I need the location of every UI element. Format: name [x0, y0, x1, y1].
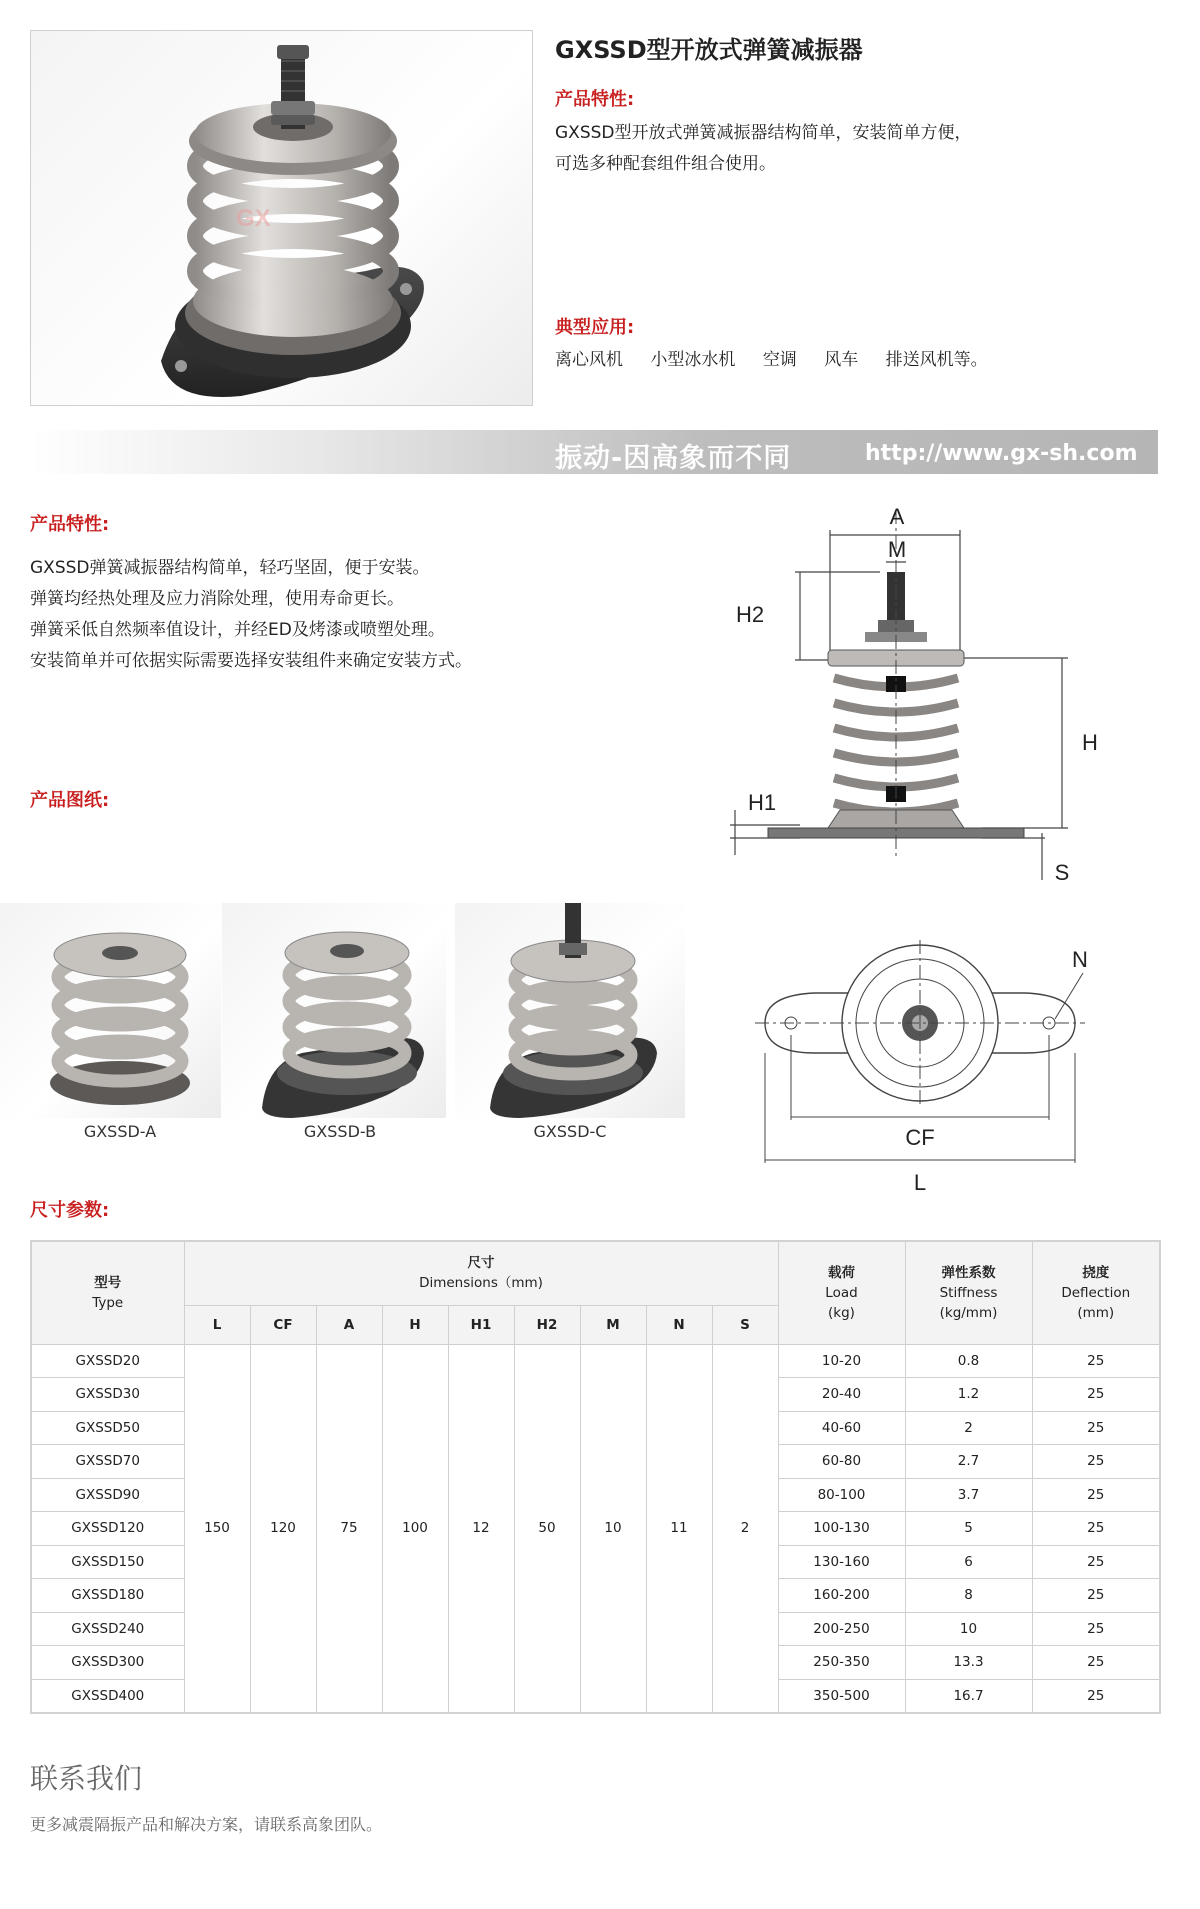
cell-deflection: 25	[1032, 1545, 1160, 1579]
features-heading: 产品特性:	[555, 89, 635, 110]
cell-deflection: 25	[1032, 1679, 1160, 1713]
cell-stiffness: 10	[905, 1612, 1032, 1646]
header-dim-m: M	[580, 1305, 646, 1344]
cell-load: 200-250	[778, 1612, 905, 1646]
header-model-cn: 型号	[94, 1274, 122, 1291]
feature-line: 安装简单并可依据实际需要选择安装组件来确定安装方式。	[30, 651, 472, 671]
header-deflection-en: Deflection	[1061, 1284, 1131, 1301]
header-dim-a: A	[316, 1305, 382, 1344]
cell-deflection: 25	[1032, 1378, 1160, 1412]
watermark-logo: GX	[236, 205, 271, 232]
spec-table	[30, 1240, 1161, 1714]
cell-deflection: 25	[1032, 1612, 1160, 1646]
cell-dim-s: 2	[712, 1344, 778, 1713]
cell-dim-cf: 120	[250, 1344, 316, 1713]
header-dim-cf: CF	[250, 1305, 316, 1344]
dim-label-s: S	[1054, 860, 1070, 885]
cell-load: 130-160	[778, 1545, 905, 1579]
cell-model: GXSSD70	[31, 1445, 184, 1479]
variant-caption-a: GXSSD-A	[83, 1122, 157, 1141]
cell-model: GXSSD300	[31, 1646, 184, 1680]
variant-a-illustration	[0, 903, 221, 1118]
header-deflection	[1032, 1241, 1160, 1344]
variant-photo-c	[455, 903, 685, 1118]
dim-label-l: L	[913, 1170, 927, 1195]
cell-deflection: 25	[1032, 1579, 1160, 1613]
contact-text: 更多减震隔振产品和解决方案，请联系高象团队。	[30, 1815, 383, 1834]
variant-photo-a	[0, 903, 221, 1118]
cell-load: 80-100	[778, 1478, 905, 1512]
header-dimensions-en: Dimensions（mm)	[419, 1275, 543, 1292]
cell-deflection: 25	[1032, 1512, 1160, 1546]
header-deflection-unit: (mm)	[1077, 1304, 1115, 1321]
variant-caption-b: GXSSD-B	[303, 1122, 377, 1141]
size-heading: 尺寸参数:	[30, 1200, 110, 1221]
cell-dim-a: 75	[316, 1344, 382, 1713]
header-dim-l: L	[184, 1305, 250, 1344]
variant-b-illustration	[222, 903, 446, 1118]
cell-stiffness: 2	[905, 1411, 1032, 1445]
cell-model: GXSSD150	[31, 1545, 184, 1579]
dim-label-h: H	[1082, 730, 1098, 755]
hero-product-photo	[30, 30, 533, 406]
cell-model: GXSSD50	[31, 1411, 184, 1445]
features-description	[555, 118, 972, 180]
cell-model: GXSSD30	[31, 1378, 184, 1412]
header-dim-n: N	[646, 1305, 712, 1344]
cell-load: 40-60	[778, 1411, 905, 1445]
spring-mount-illustration	[31, 31, 534, 407]
cell-model: GXSSD400	[31, 1679, 184, 1713]
cell-deflection: 25	[1032, 1344, 1160, 1378]
cell-dim-n: 11	[646, 1344, 712, 1713]
cell-deflection: 25	[1032, 1478, 1160, 1512]
header-model	[31, 1241, 184, 1344]
application-item: 空调	[762, 350, 797, 370]
details-features-list	[30, 553, 472, 677]
cell-load: 350-500	[778, 1679, 905, 1713]
dim-label-a: A	[889, 504, 905, 529]
banner-slogan: 振动-因高象而不同	[555, 443, 792, 474]
header-dim-s: S	[712, 1305, 778, 1344]
details-features-heading: 产品特性:	[30, 514, 110, 535]
cell-load: 20-40	[778, 1378, 905, 1412]
cell-load: 160-200	[778, 1579, 905, 1613]
cell-stiffness: 16.7	[905, 1679, 1032, 1713]
cell-dim-m: 10	[580, 1344, 646, 1713]
cell-load: 250-350	[778, 1646, 905, 1680]
header-load-cn: 载荷	[828, 1264, 855, 1281]
cell-deflection: 25	[1032, 1646, 1160, 1680]
cell-load: 100-130	[778, 1512, 905, 1546]
contact-title: 联系我们	[30, 1762, 143, 1795]
header-stiffness	[905, 1241, 1032, 1344]
cell-stiffness: 1.2	[905, 1378, 1032, 1412]
cell-stiffness: 5	[905, 1512, 1032, 1546]
header-dim-h1: H1	[448, 1305, 514, 1344]
cell-dim-h2: 50	[514, 1344, 580, 1713]
header-dimensions-cn: 尺寸	[467, 1255, 495, 1272]
variant-caption-c: GXSSD-C	[533, 1122, 607, 1141]
dim-label-m: M	[887, 537, 907, 562]
feature-line: 弹簧采低自然频率值设计，并经ED及烤漆或喷塑处理。	[30, 620, 445, 640]
applications-list	[555, 345, 1010, 376]
header-load	[778, 1241, 905, 1344]
header-load-unit: (kg)	[828, 1304, 855, 1321]
cell-model: GXSSD120	[31, 1512, 184, 1546]
header-load-en: Load	[825, 1284, 858, 1301]
table-row	[31, 1344, 1160, 1378]
drawings-heading: 产品图纸:	[30, 790, 110, 811]
applications-heading: 典型应用:	[555, 317, 635, 338]
cell-load: 60-80	[778, 1445, 905, 1479]
variant-c-illustration	[455, 903, 685, 1118]
cell-stiffness: 2.7	[905, 1445, 1032, 1479]
header-stiffness-en: Stiffness	[939, 1284, 998, 1301]
cell-deflection: 25	[1032, 1445, 1160, 1479]
cell-model: GXSSD90	[31, 1478, 184, 1512]
cell-stiffness: 13.3	[905, 1646, 1032, 1680]
cell-model: GXSSD180	[31, 1579, 184, 1613]
application-item: 排送风机等。	[885, 350, 988, 370]
feature-line: 弹簧均经热处理及应力消除处理，使用寿命更长。	[30, 589, 404, 609]
cell-load: 10-20	[778, 1344, 905, 1378]
cell-deflection: 25	[1032, 1411, 1160, 1445]
top-view-drawing	[755, 945, 1088, 1195]
dim-label-n: N	[1072, 947, 1088, 972]
header-stiffness-cn: 弹性系数	[941, 1264, 996, 1281]
cell-dim-h1: 12	[448, 1344, 514, 1713]
dim-label-h2: H2	[735, 602, 765, 627]
features-line-2: 可选多种配套组件组合使用。	[555, 154, 776, 174]
product-title: GXSSD型开放式弹簧减振器	[555, 36, 863, 64]
website-link[interactable]: http://www.gx-sh.com	[865, 441, 1138, 466]
header-dim-h: H	[382, 1305, 448, 1344]
side-view-drawing	[720, 500, 1110, 900]
header-dim-h2: H2	[514, 1305, 580, 1344]
application-item: 小型冰水机	[650, 350, 736, 370]
features-line-1: GXSSD型开放式弹簧减振器结构简单，安装简单方便，	[555, 123, 972, 143]
header-stiffness-unit: (kg/mm)	[939, 1304, 998, 1321]
cell-stiffness: 6	[905, 1545, 1032, 1579]
cell-model: GXSSD240	[31, 1612, 184, 1646]
cell-dim-h: 100	[382, 1344, 448, 1713]
dim-label-h1: H1	[747, 790, 777, 815]
header-dimensions	[184, 1241, 778, 1305]
application-item: 离心风机	[555, 350, 623, 370]
header-model-en: Type	[92, 1294, 124, 1311]
cell-stiffness: 0.8	[905, 1344, 1032, 1378]
cell-stiffness: 3.7	[905, 1478, 1032, 1512]
application-item: 风车	[824, 350, 859, 370]
cell-stiffness: 8	[905, 1579, 1032, 1613]
cell-model: GXSSD20	[31, 1344, 184, 1378]
cell-dim-l: 150	[184, 1344, 250, 1713]
dim-label-cf: CF	[905, 1125, 935, 1150]
feature-line: GXSSD弹簧减振器结构简单，轻巧坚固，便于安装。	[30, 558, 430, 578]
variant-photo-b	[222, 903, 446, 1118]
header-deflection-cn: 挠度	[1082, 1264, 1110, 1281]
